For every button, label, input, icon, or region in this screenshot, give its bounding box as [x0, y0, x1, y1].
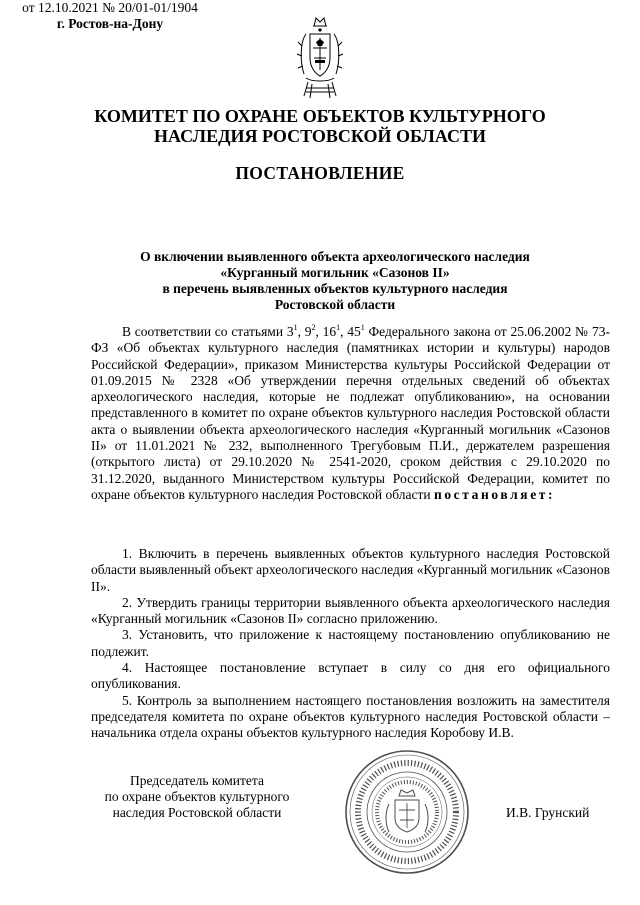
superscript-2: 2	[311, 322, 316, 332]
resolution-item-2: 2. Утвердить границы территории выявленного объекта археологического наследия «Курганный могильник «Сазонов II» согласно приложению.	[91, 594, 610, 627]
preamble-paragraph	[91, 324, 610, 503]
document-subject	[120, 249, 550, 313]
preamble-text-2: , 9	[297, 324, 312, 339]
committee-name-line-1: КОМИТЕТ ПО ОХРАНЕ ОБЪЕКТОВ КУЛЬТУРНОГО	[94, 106, 546, 126]
subject-line-3: в перечень выявленных объектов культурного наследия	[162, 281, 508, 296]
subject-line-4: Ростовской области	[274, 297, 396, 312]
coat-of-arms-emblem	[296, 12, 344, 102]
subject-line-1: О включении выявленного объекта археологического наследия	[140, 249, 530, 264]
committee-name-line-2: НАСЛЕДИЯ РОСТОВСКОЙ ОБЛАСТИ	[154, 126, 486, 146]
resolution-item-4: 4. Настоящее постановление вступает в силу со дня его официального опубликования.	[91, 660, 610, 692]
preamble-text-3: , 16	[315, 324, 337, 339]
preamble-text-4: , 45	[340, 324, 361, 339]
signatory-position-line-2: по охране объектов культурного	[104, 789, 290, 804]
city: г. Ростов-на-Дону	[56, 16, 164, 31]
subject-line-2: «Курганный могильник «Сазонов II»	[220, 265, 450, 280]
official-seal-stamp	[343, 748, 471, 876]
superscript-3: 1	[336, 322, 341, 332]
signatory-position	[91, 773, 303, 821]
resolves-word: постановляет:	[433, 486, 556, 502]
resolution-item-3: 3. Установить, что приложение к настоящему постановлению опубликованию не подлежит.	[91, 627, 610, 659]
resolution-item-1: 1. Включить в перечень выявленных объектов культурного наследия Ростовской области выявленный объект археологического наследия «Курганный могильник «Сазонов II».	[91, 546, 610, 594]
preamble-text-5: Федерального закона от 25.06.2002 № 73-ФЗ «Об объектах культурного наследия (памятниках истории и культуры) народов Российской Федерации», приказом Министерства культуры Российской Федерации от 01.09.2015 № 2328 «Об утверждении перечня отдельных сведений об объектах археологического наследия, которые не подлежат опубликованию», на основании представленного в комитет по охране объектов культурного наследия Ростовской области акта о выявлении объекта археологического наследия «Курганный могильник «Сазонов II» от 11.01.2021 № 232, выполненного Трегубовым П.И., держателем разрешения (открытого листа) от 29.10.2020 № 2541-2020, сроком действия с 29.10.2020 по 31.12.2020, выданного Министерством культуры Российской Федерации, комитет по охране объектов культурного наследия Ростовской области	[91, 324, 611, 502]
signatory-position-line-3: наследия Ростовской области	[112, 805, 282, 820]
committee-name	[0, 106, 640, 146]
document-type: ПОСТАНОВЛЕНИЕ	[235, 163, 405, 183]
date-and-number-block	[0, 0, 220, 32]
resolution-items	[91, 546, 610, 742]
resolution-item-5: 5. Контроль за выполнением настоящего постановления возложить на заместителя председателя комитета по охране объектов культурного наследия Ростовской области – начальника отдела охраны объектов культурного наследия Коробову И.В.	[91, 692, 610, 741]
preamble-text-1: В соответствии со статьями 3	[122, 324, 294, 339]
superscript-4: 1	[360, 322, 365, 332]
superscript-1: 1	[293, 322, 298, 332]
signatory-position-line-1: Председатель комитета	[130, 773, 264, 788]
date-number: от 12.10.2021 № 20/01-01/1904	[22, 0, 198, 15]
signatory-name: И.В. Грунский	[506, 805, 590, 820]
